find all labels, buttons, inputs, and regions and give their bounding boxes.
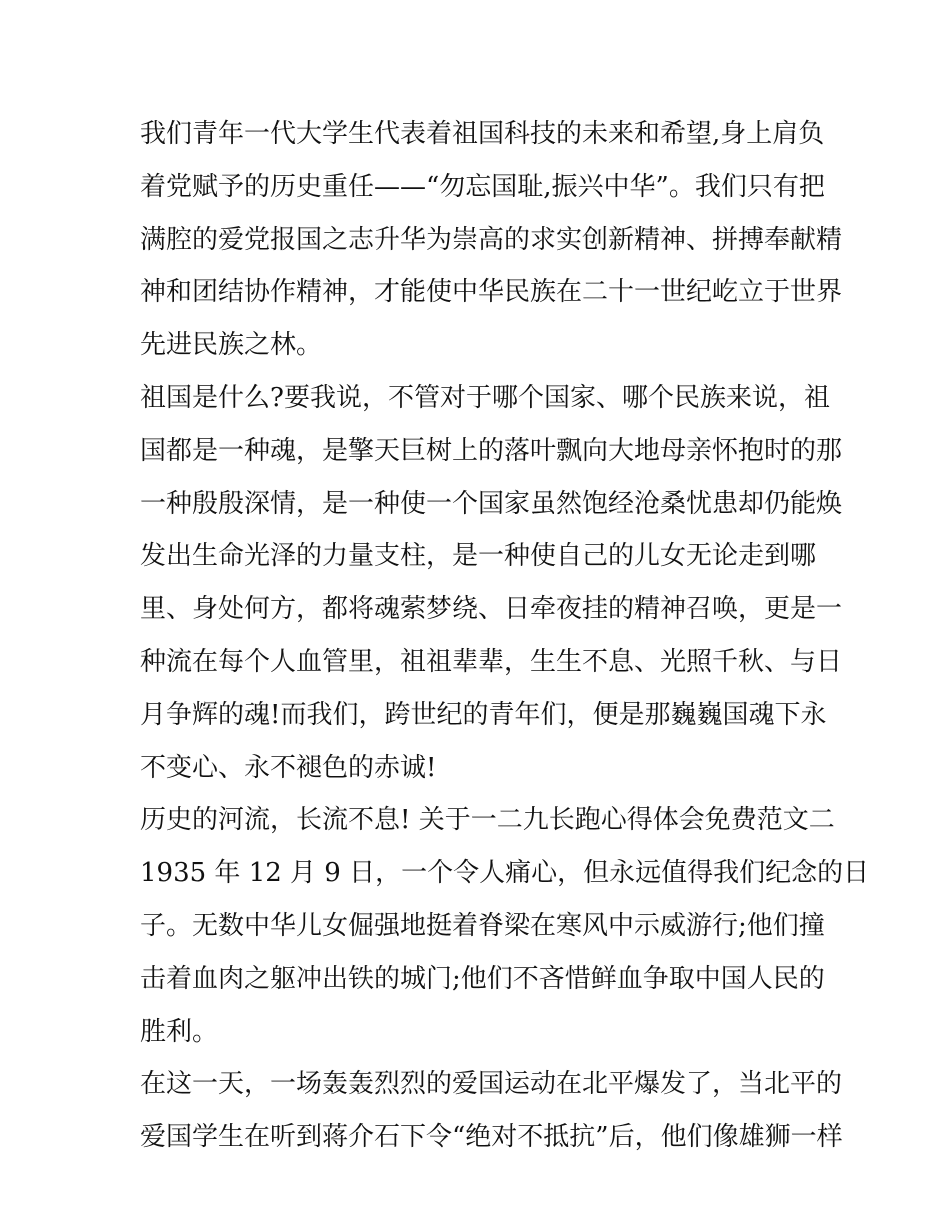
text-line: 爱国学生在听到蒋介石下令“绝对不抵抗”后，他们像雄狮一样 [140,1122,843,1153]
text-line: 击着血肉之躯冲出铁的城门;他们不吝惜鲜血争取中国人民的 [140,963,825,994]
text-line: 里、身处何方，都将魂萦梦绕、日牵夜挂的精神召唤，更是一 [140,594,843,625]
text-line: 月争辉的魂!而我们，跨世纪的青年们，便是那巍巍国魂下永 [140,699,827,730]
text-line: 发出生命光泽的力量支柱，是一种使自己的儿女无论走到哪 [140,541,817,572]
text-line: 先进民族之林。 [140,330,323,361]
text-line: 子。无数中华儿女倔强地挺着脊梁在寒风中示威游行;他们撞 [140,910,825,941]
document-page [140,108,870,1164]
text-line: 历史的河流，长流不息! 关于一二九长跑心得体会免费范文二 [140,805,835,836]
text-line: 着党赋予的历史重任——“勿忘国耻,振兴中华”。我们只有把 [140,171,825,202]
text-line: 不变心、永不褪色的赤诚! [140,752,437,783]
text-line: 满腔的爱党报国之志升华为崇高的求实创新精神、拼搏奉献精 [140,224,843,255]
text-line: 祖国是什么?要我说，不管对于哪个国家、哪个民族来说，祖 [140,382,830,413]
text-line: 国都是一种魂，是擎天巨树上的落叶飘向大地母亲怀抱时的那 [140,435,843,466]
text-line: 神和团结协作精神，才能使中华民族在二十一世纪屹立于世界 [140,277,843,308]
text-line: 1935 年 12 月 9 日，一个令人痛心，但永远值得我们纪念的日 [140,858,870,889]
text-line: 一种殷殷深情，是一种使一个国家虽然饱经沧桑忧患却仍能焕 [140,488,843,519]
text-line: 在这一天，一场轰轰烈烈的爱国运动在北平爆发了，当北平的 [140,1069,843,1100]
text-line: 我们青年一代大学生代表着祖国科技的未来和希望,身上肩负 [140,119,825,149]
text-line: 种流在每个人血管里，祖祖辈辈，生生不息、光照千秋、与日 [140,646,843,677]
text-line: 胜利。 [140,1016,219,1047]
